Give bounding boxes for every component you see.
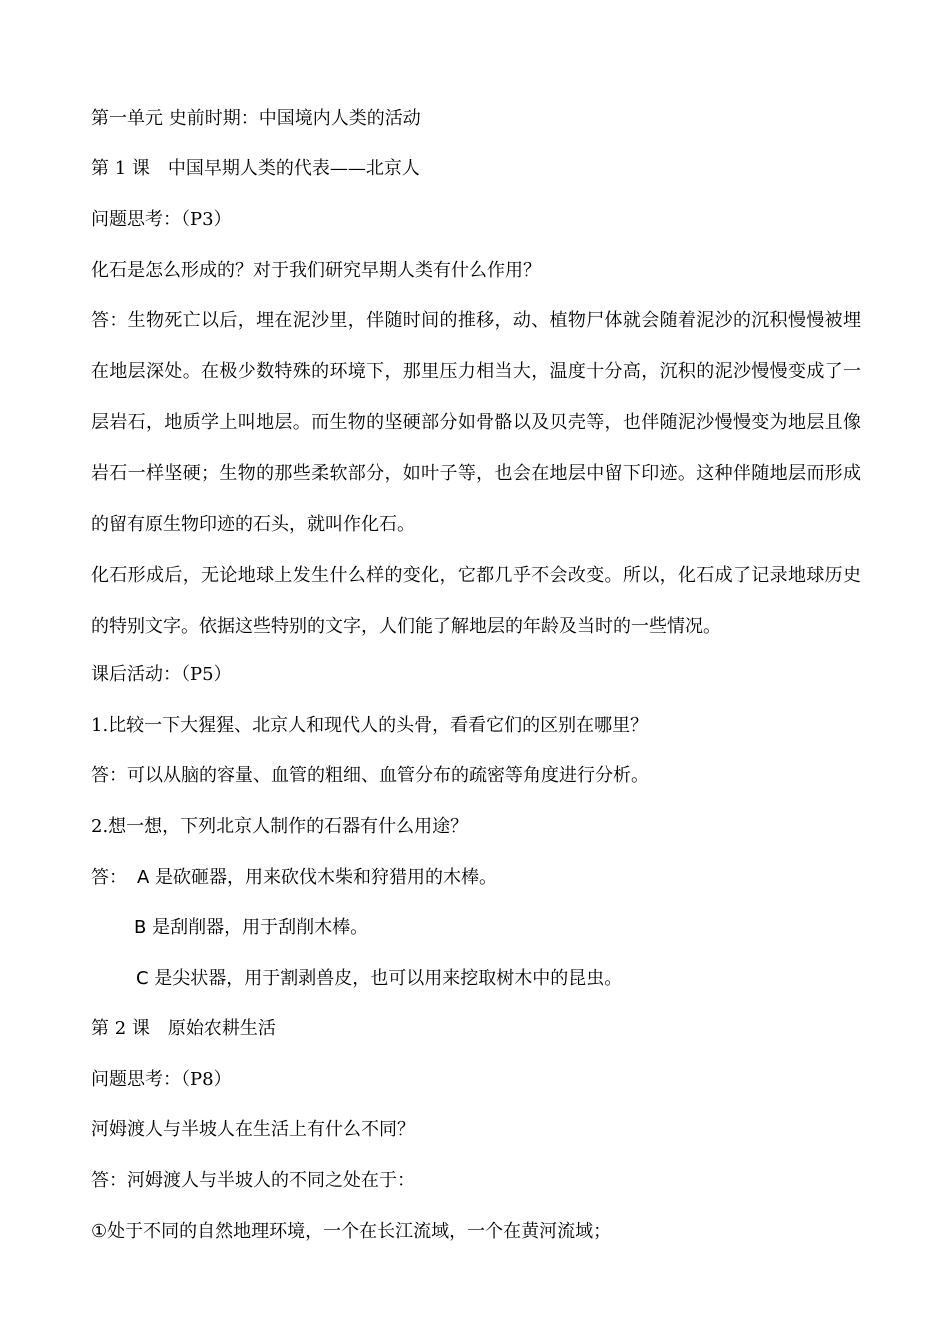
lesson2-number: 第 2 课 bbox=[91, 1018, 150, 1039]
lesson2-think-label: 问题思考：（P8） bbox=[91, 1069, 232, 1090]
lesson1-activity-label: 课后活动：（P5） bbox=[91, 664, 232, 685]
lesson1-answer-2c: C 是尖状器，用于割剥兽皮，也可以用来挖取树木中的昆虫。 bbox=[136, 968, 623, 989]
lesson1-question-1: 1.比较一下大猩猩、北京人和现代人的头骨，看看它们的区别在哪里？ bbox=[91, 715, 649, 736]
lesson1-answer-2a bbox=[91, 865, 497, 891]
lesson1-think-answer-p2: 化石形成后，无论地球上发生什么样的变化，它都几乎不会改变。所以，化石成了记录地球历史的特别文字。依据这些特别的文字，人们能了解地层的年龄及当时的一些情况。 bbox=[91, 565, 861, 637]
lesson1-question-2: 2.想一想，下列北京人制作的石器有什么用途？ bbox=[91, 816, 469, 837]
lesson2-title bbox=[91, 1016, 276, 1042]
lesson1-number: 第 1 课 bbox=[91, 158, 150, 179]
lesson1-think-question: 化石是怎么形成的？对于我们研究早期人类有什么作用？ bbox=[91, 260, 541, 281]
lesson1-think-answer-p1: 答：生物死亡以后，埋在泥沙里，伴随时间的推移，动、植物尸体就会随着泥沙的沉积慢慢被埋在地层深处。在极少数特殊的环境下，那里压力相当大，温度十分高，沉积的泥沙慢慢变成了一层岩石，地质学上叫地层。而生物的坚硬部分如骨骼以及贝壳等，也伴随泥沙慢慢变为地层且像岩石一样坚硬；生物的那些柔软部分，如叶子等，也会在地层中留下印迹。这种伴随地层而形成的留有原生物印迹的石头，就叫作化石。 bbox=[91, 310, 861, 535]
lesson1-think-label: 问题思考：（P3） bbox=[91, 209, 232, 230]
lesson2-think-answer: 答：河姆渡人与半坡人的不同之处在于： bbox=[91, 1170, 415, 1191]
lesson1-title bbox=[91, 156, 420, 182]
lesson1-answer-1: 答：可以从脑的容量、血管的粗细、血管分布的疏密等角度进行分析。 bbox=[91, 765, 649, 786]
lesson2-think-question: 河姆渡人与半坡人在生活上有什么不同？ bbox=[91, 1119, 415, 1140]
lesson1-answer-2b: B 是刮削器，用于刮削木棒。 bbox=[134, 917, 369, 938]
answer-item-a: A 是砍砸器，用来砍伐木柴和狩猎用的木棒。 bbox=[137, 867, 498, 888]
lesson2-point-1: ①处于不同的自然地理环境，一个在长江流域，一个在黄河流域； bbox=[91, 1221, 612, 1242]
lesson2-name: 原始农耕生活 bbox=[167, 1018, 276, 1039]
lesson1-name: 中国早期人类的代表——北京人 bbox=[167, 158, 420, 179]
answer-prefix: 答： bbox=[91, 867, 127, 888]
unit-title: 第一单元 史前时期：中国境内人类的活动 bbox=[91, 108, 421, 129]
